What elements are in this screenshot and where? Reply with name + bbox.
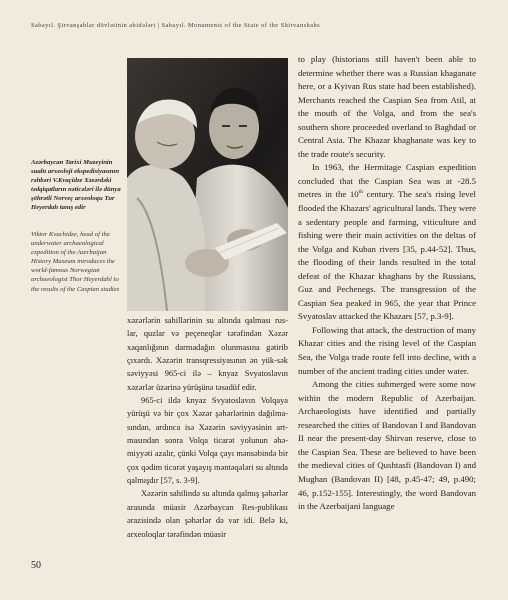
caption-english: Viktor Kvachidze, head of the underwater archaeological expedition of the Azerbaijan History Museum introduces the world-famous Norwegian archaeologist Thor Heyerdahl to the results of the Caspian studies — [31, 231, 120, 293]
running-header: Sabayıl. Şirvanşahlar dövlətinin abidələri | Sabayıl. Monuments of the State of the Shirvanshahs — [31, 22, 321, 29]
en-paragraph-3: Following that attack, the destruction of many Khazar cities and the rising level of the Caspian Sea, the Volga trade route fell into decline, with a number of the ancient trading cities under water. — [298, 324, 476, 376]
az-paragraph-2: 965-ci ildə knyaz Svyatoslavın Volqaya yürüşü və bir çox Xəzər şəhərlərinin dağılma-sından, ardınca isə Xəzərin səviyyəsinin art-masından sonra Volqa ticarət yolunun əhə-miyyəti azalır, çünki Volqa çayı mənsəbində bir çox qədim ticarət yaşayış məntəqələri su altında qalmışdır [57, s. 3-9]. — [127, 396, 288, 486]
en-paragraph-1: to play (historians still haven't been able to determine whether there was a Russian khaganate here, or a Kyivan Rus state had been established). Merchants reached the Caspian Sea from Atil, at the mouth of the Volga, and from the sea's southern shore proceeded overland to Baghdad or Central Asia. The Khazar khaghanate was key to the trade route's security. — [298, 54, 476, 159]
column-english — [298, 53, 476, 514]
az-paragraph-1: xəzərlərin sahillərinin su altında qalması rus-lar, quzlar və peçeneqlər tərəfindən Xəzər xaqanlığının darmadağın olunmasına gətirib çıxardı. Xəzərin transqressiyasının ən yük-sək səviyyəsi 965-ci ilə – knyaz Svyatoslavın xəzərlər üzərinə yürüşünə təsadüf edir. — [127, 316, 288, 392]
page-number: 50 — [31, 560, 41, 571]
en-paragraph-2-superscript: th — [358, 189, 363, 196]
caption-azerbaijani: Azərbaycan Tarixi Muzeyinin sualtı arxeoloji ekspedisiyasının rəhbəri V.Kvaçidze Xəzərdəki tədqiqatların nəticələri ilə dünya şöhrətli Norveç arxeoloqu Tur Heyerdalı tanış edir — [31, 159, 121, 212]
en-paragraph-4: Among the cities submerged were some now within the modern Republic of Azerbaijan. Archaeologists have identified and partially researched the cities of Bandovan I and Bandovan II near the present-day Shirvan reserve, close to the Caspian Sea. These are believed to have been the medieval cities of Qushtasfi (Bandovan I) and Mughan (Bandovan II) [48, p.45-47; 49, p.490; 46, p.152-155]. Interestingly, the word Bandovan in the Azerbaijani language — [298, 379, 476, 512]
archive-photo — [127, 58, 288, 311]
photo-illustration — [127, 58, 288, 311]
en-paragraph-2-start: In 1963, the Hermitage Caspian expedition concluded that the Caspian Sea was at -28.5 metres in the 10 — [298, 162, 476, 200]
az-paragraph-3: Xəzərin sahilində su altında qalmış şəhərlər arasında müasir Azərbaycan Res-publikası ərazisində olan şəhərlər də var idi. Belə ki, arxeoloqlar tərəfindən müasir — [127, 489, 288, 539]
en-paragraph-2 — [298, 161, 476, 324]
column-azerbaijani — [127, 314, 288, 541]
en-paragraph-2-end: century. The sea's rising level flooded the Khazars' agricultural lands. They were a sedentary people and farming, viticulture and fishing were their main activities on the deltas of the Volga and Kuban rivers [35, p.44-52]. Thus, the flooding of their lands resulted in the total defeat of the Khazar khaghans by the Russians, Guz and Pechenegs. The transgression of the Caspian Sea peaked in 965, the year that Prince Svyatoslav attacked the Khazars [57, p.3-9]. — [298, 189, 476, 322]
